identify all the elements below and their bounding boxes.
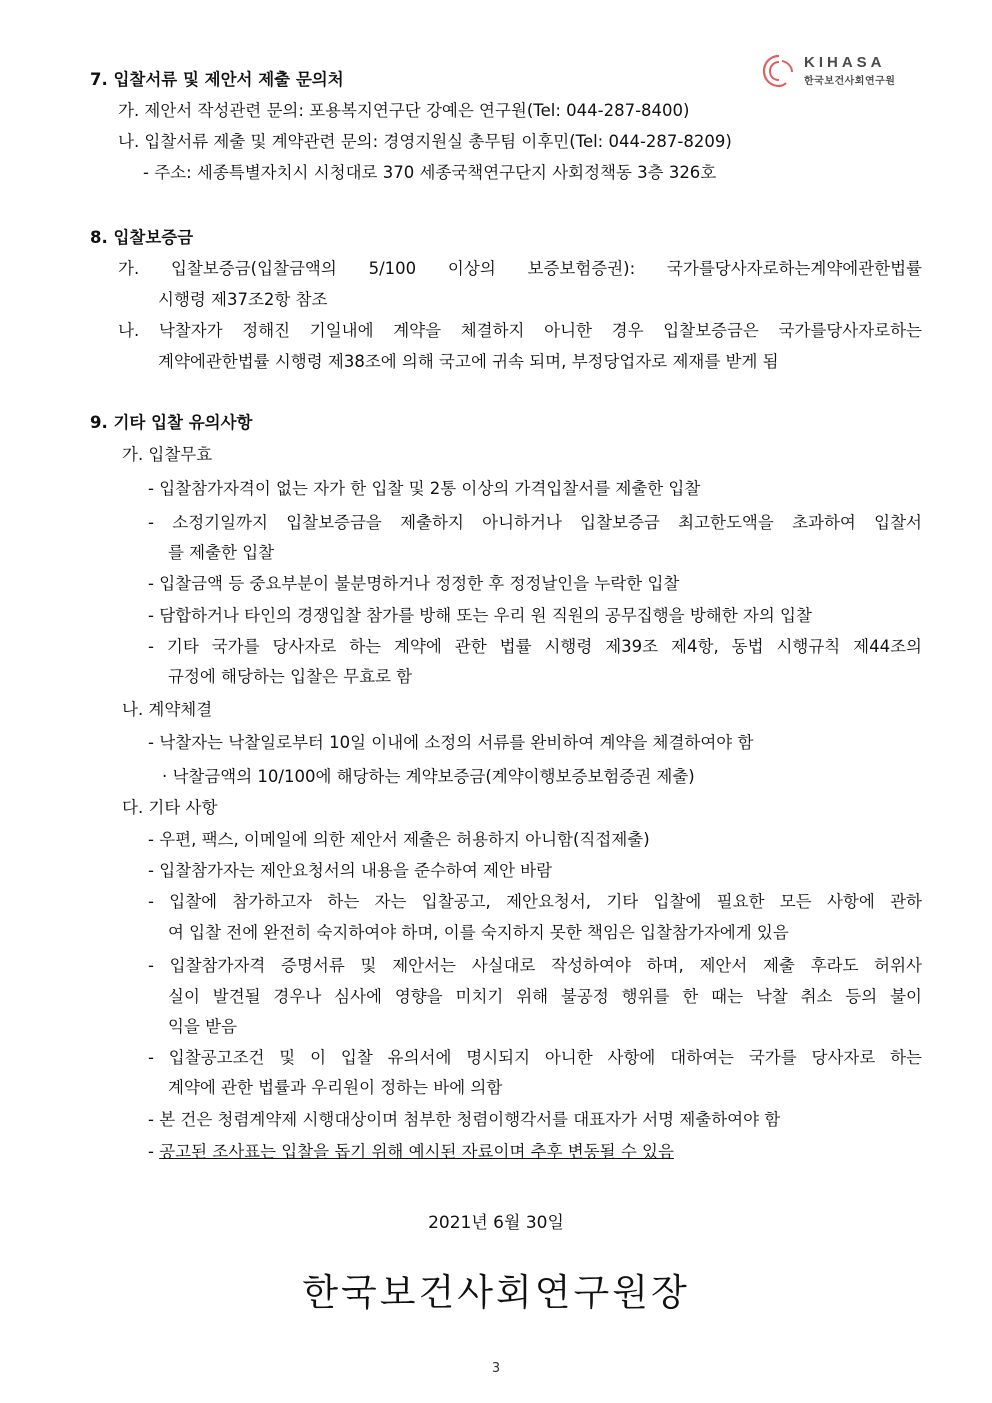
section-7-heading: 7. 입찰서류 및 제안서 제출 문의처 <box>90 70 344 89</box>
section-8-item-ga-line1: 가. 입찰보증금(입찰금액의 5/100 이상의 보증보험증권): 국가를당사자로하는계약에관한법률 <box>118 259 922 278</box>
list-item-continued: 계약에 관한 법률과 우리원이 정하는 바에 의함 <box>168 1078 503 1097</box>
list-item: - 낙찰자는 낙찰일로부터 10일 이내에 소정의 서류를 완비하여 계약을 체결하여야 함 <box>148 733 754 752</box>
list-item: - 입찰공고조건 및 이 입찰 유의서에 명시되지 아니한 사항에 대하여는 국가를 당사자로 하는 <box>148 1048 922 1067</box>
list-item: - 입찰참가자격이 없는 자가 한 입찰 및 2통 이상의 가격입찰서를 제출한 입찰 <box>148 479 701 498</box>
list-subitem: · 낙찰금액의 10/100에 해당하는 계약보증금(계약이행보증보험증권 제출) <box>162 767 695 786</box>
list-item-underlined <box>148 1141 674 1163</box>
section-8-heading: 8. 입찰보증금 <box>90 228 194 247</box>
list-item: - 입찰참가자는 제안요청서의 내용을 준수하여 제안 바람 <box>148 861 553 880</box>
section-8-item-na-line2: 계약에관한법률 시행령 제38조에 의해 국고에 귀속 되며, 부정당업자로 제재를 받게 됨 <box>158 352 779 371</box>
list-item: - 입찰금액 등 중요부분이 불분명하거나 정정한 후 정정날인을 누락한 입찰 <box>148 574 680 593</box>
list-item: - 기타 국가를 당사자로 하는 계약에 관한 법률 시행령 제39조 제4항, 동법 시행규칙 제44조의 <box>148 637 922 656</box>
list-item: - 본 건은 청렴계약제 시행대상이며 첨부한 청렴이행각서를 대표자가 서명 제출하여야 함 <box>148 1110 781 1129</box>
logo-korean: 한국보건사회연구원 <box>804 76 896 87</box>
section-9-heading: 9. 기타 입찰 유의사항 <box>90 413 253 432</box>
list-item-continued: 규정에 해당하는 입찰은 무효로 함 <box>168 667 413 686</box>
list-item: - 우편, 팩스, 이메일에 의한 제안서 제출은 허용하지 아니함(직접제출) <box>148 830 650 849</box>
page-number: 3 <box>491 1361 501 1376</box>
kihasa-logo <box>760 52 920 92</box>
list-item: - 소정기일까지 입찰보증금을 제출하지 아니하거나 입찰보증금 최고한도액을 초과하여 입찰서 <box>148 513 922 532</box>
logo-english: KIHASA <box>804 54 886 71</box>
section-8-item-ga-line2: 시행령 제37조2항 참조 <box>158 290 328 309</box>
list-dash: - <box>148 1142 160 1161</box>
list-item: - 담합하거나 타인의 경쟁입찰 참가를 방해 또는 우리 원 직원의 공무집행을 방해한 자의 입찰 <box>148 606 812 625</box>
issuer-signature: 한국보건사회연구원장 <box>302 1271 690 1314</box>
section-9-ga-title: 가. 입찰무효 <box>122 445 213 464</box>
section-7-address: - 주소: 세종특별자치시 시청대로 370 세종국책연구단지 사회정책동 3층 326호 <box>143 163 717 182</box>
section-7-item-na: 나. 입찰서류 제출 및 계약관련 문의: 경영지원실 총무팀 이후민(Tel: 044-287-8209) <box>118 132 732 151</box>
list-item-continued: 익을 받음 <box>168 1017 238 1036</box>
section-9-na-title: 나. 계약체결 <box>122 700 213 719</box>
list-item-continued: 실이 발견될 경우나 심사에 영향을 미치기 위해 불공정 행위를 한 때는 낙찰 취소 등의 불이 <box>168 987 922 1006</box>
section-9-da-title: 다. 기타 사항 <box>122 798 218 817</box>
section-7-item-ga: 가. 제안서 작성관련 문의: 포용복지연구단 강예은 연구원(Tel: 044-287-8400) <box>118 101 690 120</box>
underlined-notice: 공고된 조사표는 입찰을 돕기 위해 예시된 자료이며 추후 변동될 수 있음 <box>159 1142 674 1161</box>
kihasa-logo-icon <box>760 52 798 90</box>
list-item: - 입찰참가자격 증명서류 및 제안서는 사실대로 작성하여야 하며, 제안서 제출 후라도 허위사 <box>148 956 922 975</box>
document-date: 2021년 6월 30일 <box>428 1213 564 1233</box>
list-item-continued: 여 입찰 전에 완전히 숙지하여야 하며, 이를 숙지하지 못한 책임은 입찰참가자에게 있음 <box>168 923 789 942</box>
list-item-continued: 를 제출한 입찰 <box>168 543 275 562</box>
section-8-item-na-line1: 나. 낙찰자가 정해진 기일내에 계약을 체결하지 아니한 경우 입찰보증금은 국가를당사자로하는 <box>118 321 922 340</box>
list-item: - 입찰에 참가하고자 하는 자는 입찰공고, 제안요청서, 기타 입찰에 필요한 모든 사항에 관하 <box>148 892 922 911</box>
